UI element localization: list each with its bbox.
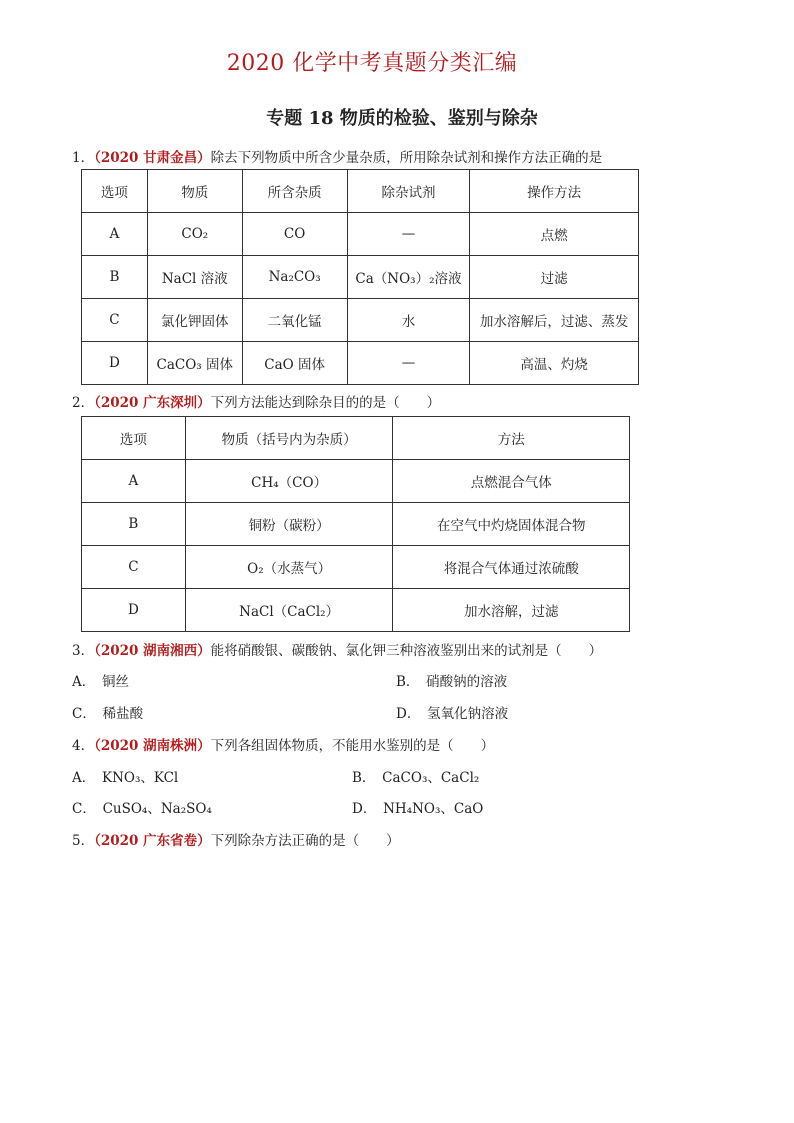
question-5 <box>72 829 400 849</box>
table-row <box>82 589 630 632</box>
question-source: （2020 湖南株洲） <box>94 738 211 754</box>
option-cell: A <box>82 460 186 503</box>
question-number: 3． <box>72 643 95 659</box>
method-cell: 高温、灼烧 <box>470 342 639 385</box>
question-source: （2020 湖南湘西） <box>94 643 211 659</box>
table-row <box>82 503 630 546</box>
question-text: 下列方法能达到除杂目的的是（ ） <box>210 395 441 411</box>
question-text: 除去下列物质中所含少量杂质，所用除杂试剂和操作方法正确的是 <box>210 150 603 166</box>
table-row <box>82 256 639 299</box>
question-number: 5． <box>72 833 95 849</box>
question-text: 下列除杂方法正确的是（ ） <box>210 833 400 849</box>
question-4 <box>72 734 494 754</box>
question-2 <box>72 391 440 411</box>
method-cell: 在空气中灼烧固体混合物 <box>393 503 630 546</box>
substance-cell: 铜粉（碳粉） <box>185 503 393 546</box>
reagent-cell: 水 <box>347 299 470 342</box>
topic-subtitle: 专题 18 物质的检验、鉴别与除杂 <box>266 108 538 129</box>
impurity-cell: Na₂CO₃ <box>242 256 347 299</box>
question-3 <box>72 639 602 659</box>
header-cell: 除杂试剂 <box>347 170 470 213</box>
option-cell: A <box>82 213 148 256</box>
substance-cell: NaCl（CaCl₂） <box>185 589 393 632</box>
option-b: B． 硝酸钠的溶液 <box>396 674 508 690</box>
question-text: 下列各组固体物质，不能用水鉴别的是（ ） <box>210 738 495 754</box>
table-header-row <box>82 170 639 213</box>
header-cell: 物质（括号内为杂质） <box>185 417 393 460</box>
question-2-table <box>81 416 630 632</box>
option-d: D． 氢氧化钠溶液 <box>396 706 509 722</box>
question-source: （2020 甘肃金昌） <box>94 150 211 166</box>
option-b: B． CaCO₃、CaCl₂ <box>352 770 480 786</box>
method-cell: 过滤 <box>470 256 639 299</box>
method-cell: 加水溶解，过滤 <box>393 589 630 632</box>
question-source: （2020 广东省卷） <box>94 833 211 849</box>
substance-cell: CH₄（CO） <box>185 460 393 503</box>
question-1-table <box>81 169 639 385</box>
document-title: 2020 化学中考真题分类汇编 <box>226 51 518 76</box>
substance-cell: NaCl 溶液 <box>147 256 242 299</box>
header-cell: 物质 <box>147 170 242 213</box>
option-cell: D <box>82 342 148 385</box>
header-cell: 方法 <box>393 417 630 460</box>
option-cell: C <box>82 299 148 342</box>
question-source: （2020 广东深圳） <box>94 395 211 411</box>
option-cell: B <box>82 256 148 299</box>
option-a: A． KNO₃、KCl <box>72 770 179 786</box>
option-cell: D <box>82 589 186 632</box>
impurity-cell: CaO 固体 <box>242 342 347 385</box>
header-cell: 所含杂质 <box>242 170 347 213</box>
method-cell: 点燃混合气体 <box>393 460 630 503</box>
table-row <box>82 213 639 256</box>
method-cell: 加水溶解后，过滤、蒸发 <box>470 299 639 342</box>
substance-cell: O₂（水蒸气） <box>185 546 393 589</box>
table-row <box>82 460 630 503</box>
header-cell: 操作方法 <box>470 170 639 213</box>
method-cell: 点燃 <box>470 213 639 256</box>
table-row <box>82 299 639 342</box>
option-cell: C <box>82 546 186 589</box>
substance-cell: CaCO₃ 固体 <box>147 342 242 385</box>
header-cell: 选项 <box>82 417 186 460</box>
table-row <box>82 546 630 589</box>
question-text: 能将硝酸银、碳酸钠、氯化钾三种溶液鉴别出来的试剂是（ ） <box>210 643 603 659</box>
reagent-cell: Ca（NO₃）₂溶液 <box>347 256 470 299</box>
option-d: D． NH₄NO₃、CaO <box>352 801 484 817</box>
header-cell: 选项 <box>82 170 148 213</box>
impurity-cell: CO <box>242 213 347 256</box>
option-cell: B <box>82 503 186 546</box>
reagent-cell: — <box>347 342 470 385</box>
substance-cell: CO₂ <box>147 213 242 256</box>
option-a: A． 铜丝 <box>72 674 129 690</box>
reagent-cell: — <box>347 213 470 256</box>
impurity-cell: 二氧化锰 <box>242 299 347 342</box>
question-number: 4． <box>72 738 95 754</box>
substance-cell: 氯化钾固体 <box>147 299 242 342</box>
option-c: C． 稀盐酸 <box>72 706 144 722</box>
question-1 <box>72 146 602 166</box>
table-header-row <box>82 417 630 460</box>
option-c: C． CuSO₄、Na₂SO₄ <box>72 801 212 817</box>
question-number: 2． <box>72 395 95 411</box>
method-cell: 将混合气体通过浓硫酸 <box>393 546 630 589</box>
question-number: 1． <box>72 150 95 166</box>
table-row <box>82 342 639 385</box>
